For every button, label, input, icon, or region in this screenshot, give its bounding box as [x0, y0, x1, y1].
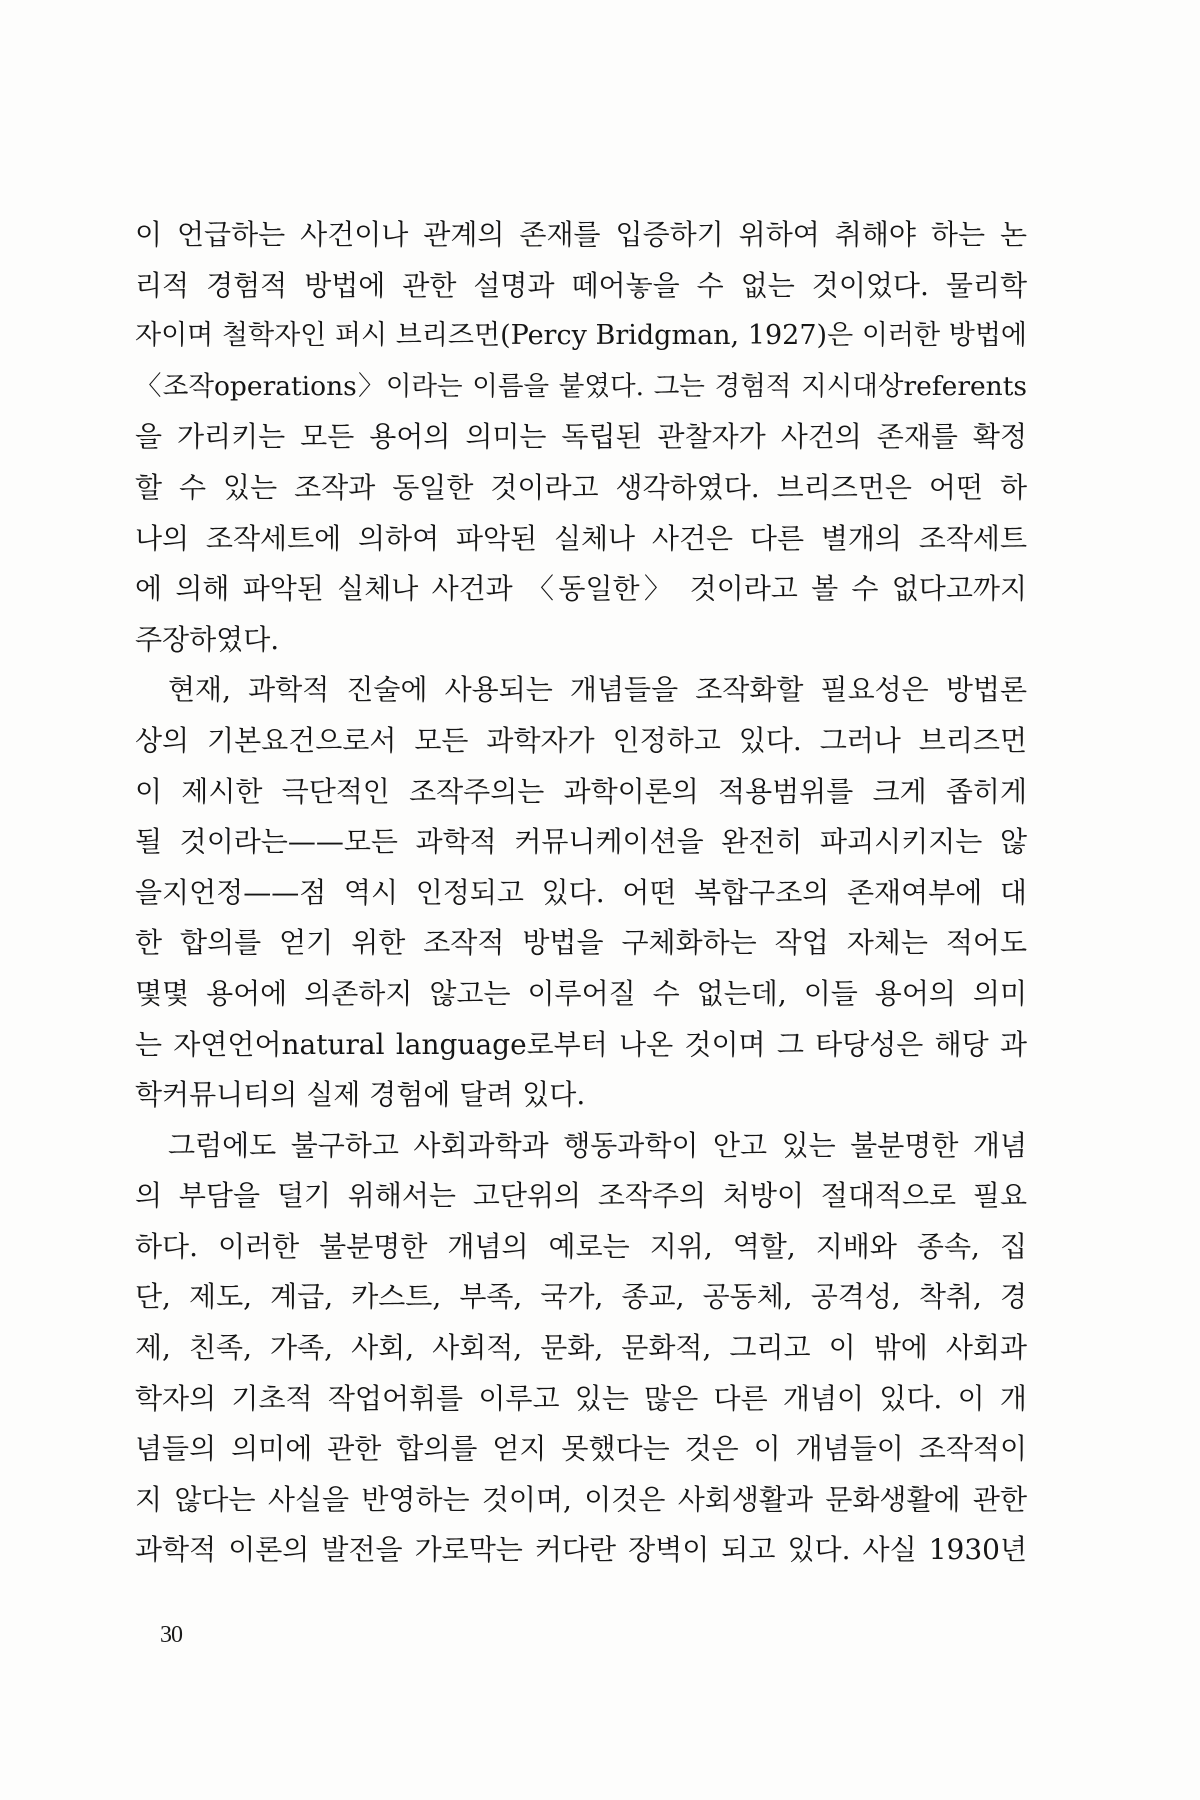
text-line: 하다. 이러한 불분명한 개념의 예로는 지위, 역할, 지배와 종속, 집: [135, 1229, 1027, 1263]
text-line: 나의 조작세트에 의하여 파악된 실체나 사건은 다른 별개의 조작세트: [135, 521, 1027, 555]
text-line: 자이며 철학자인 퍼시 브리즈먼(Percy Bridgman, 1927)은 이러한 방법에: [135, 320, 1027, 352]
text-line: 제, 친족, 가족, 사회, 사회적, 문화, 문화적, 그리고 이 밖에 사회과: [135, 1331, 1027, 1365]
paragraph-1: [135, 210, 1027, 665]
text-line: 단, 제도, 계급, 카스트, 부족, 국가, 종교, 공동체, 공격성, 착취, 경: [135, 1280, 1027, 1314]
text-line: 을지언정——점 역시 인정되고 있다. 어떤 복합구조의 존재여부에 대: [135, 875, 1027, 909]
text-line: 할 수 있는 조작과 동일한 것이라고 생각하였다. 브리즈먼은 어떤 하: [135, 470, 1027, 504]
text-line: 한 합의를 얻기 위한 조작적 방법을 구체화하는 작업 자체는 적어도: [135, 926, 1027, 960]
text-line: 는 자연언어natural language로부터 나온 것이며 그 타당성은 해당 과: [135, 1027, 1027, 1061]
body-text: [135, 210, 1027, 1576]
text-line: 지 않다는 사실을 반영하는 것이며, 이것은 사회생활과 문화생활에 관한: [135, 1482, 1027, 1516]
text-line: 될 것이라는——모든 과학적 커뮤니케이션을 완전히 파괴시키지는 않: [135, 825, 1027, 859]
text-line: 현재, 과학적 진술에 사용되는 개념들을 조작화할 필요성은 방법론: [168, 673, 1027, 707]
text-line: 과학적 이론의 발전을 가로막는 커다란 장벽이 되고 있다. 사실 1930년: [135, 1533, 1027, 1567]
text-line: 주장하였다.: [135, 622, 280, 656]
text-line: 의 부담을 덜기 위해서는 고단위의 조작주의 처방이 절대적으로 필요: [135, 1179, 1027, 1213]
text-line: 이 제시한 극단적인 조작주의는 과학이론의 적용범위를 크게 좁히게: [135, 774, 1027, 808]
text-line: 에 의해 파악된 실체나 사건과 〈동일한〉 것이라고 볼 수 없다고까지: [135, 572, 1027, 606]
paragraph-2: [135, 665, 1027, 1120]
text-line: 그럼에도 불구하고 사회과학과 행동과학이 안고 있는 불분명한 개념: [168, 1128, 1027, 1162]
paragraph-3: [135, 1121, 1027, 1576]
text-line: 학커뮤니티의 실제 경험에 달려 있다.: [135, 1078, 586, 1112]
text-line: 몇몇 용어에 의존하지 않고는 이루어질 수 없는데, 이들 용어의 의미: [135, 976, 1027, 1010]
text-line: 리적 경험적 방법에 관한 설명과 떼어놓을 수 없는 것이었다. 물리학: [135, 268, 1027, 302]
page-number: 30: [160, 1622, 182, 1648]
text-line: 상의 기본요건으로서 모든 과학자가 인정하고 있다. 그러나 브리즈먼: [135, 723, 1027, 757]
text-line: 〈조작operations〉이라는 이름을 붙였다. 그는 경험적 지시대상referents: [135, 370, 1027, 402]
text-line: 을 가리키는 모든 용어의 의미는 독립된 관찰자가 사건의 존재를 확정: [135, 420, 1027, 454]
text-line: 학자의 기초적 작업어휘를 이루고 있는 많은 다른 개념이 있다. 이 개: [135, 1381, 1027, 1415]
text-line: 념들의 의미에 관한 합의를 얻지 못했다는 것은 이 개념들이 조작적이: [135, 1432, 1027, 1466]
text-line: 이 언급하는 사건이나 관계의 존재를 입증하기 위하여 취해야 하는 논: [135, 218, 1027, 251]
